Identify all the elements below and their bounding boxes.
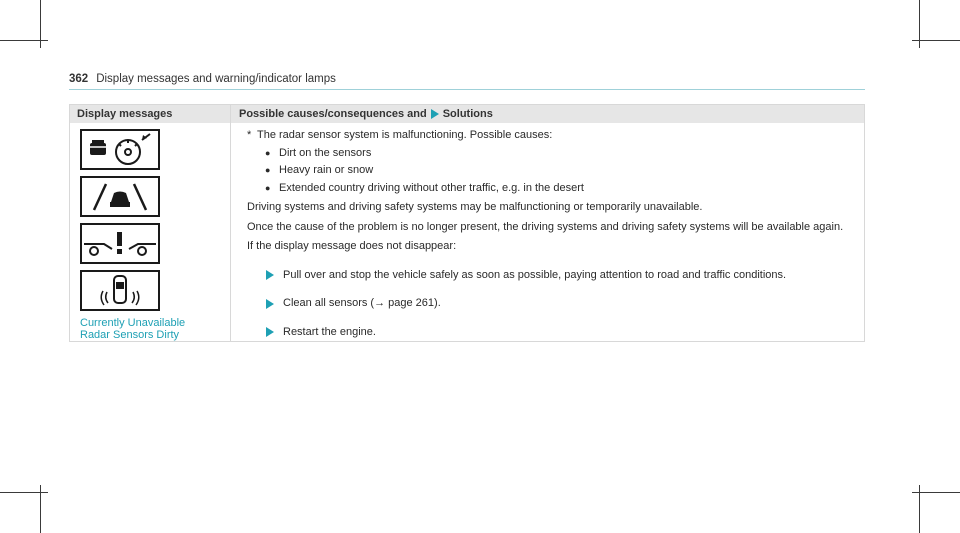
paragraph: Once the cause of the problem is no longer present, the driving systems and driving safety systems will be available again. xyxy=(247,220,844,233)
list-item: ● Dirt on the sensors xyxy=(265,146,372,159)
intro-line xyxy=(247,129,857,143)
header-rule xyxy=(69,89,865,90)
lane-car-icon xyxy=(80,176,160,217)
page-header xyxy=(69,73,865,93)
page-title: Display messages and warning/indicator lamps xyxy=(96,73,336,85)
crop-mark xyxy=(912,40,960,41)
intro-text: The radar sensor system is malfunctioning. Possible causes: xyxy=(257,129,553,141)
sensor-warning-icon xyxy=(80,223,160,264)
crop-mark xyxy=(0,40,48,41)
solution-step: Pull over and stop the vehicle safely as soon as possible, paying attention to road and traffic conditions. xyxy=(247,269,857,283)
page-number: 362 xyxy=(69,73,89,85)
col-header-causes: Possible causes/consequences and Solutions xyxy=(239,108,493,120)
causes-content xyxy=(247,129,857,339)
display-message-1: Currently Unavailable xyxy=(80,317,186,329)
car-sensor-waves-icon xyxy=(80,270,160,311)
action-arrow-icon xyxy=(266,299,274,309)
paragraph: If the display message does not disappear: xyxy=(247,240,457,252)
action-arrow-icon xyxy=(266,327,274,337)
action-arrow-icon xyxy=(431,109,439,119)
crop-mark xyxy=(912,492,960,493)
star-symbol: * xyxy=(247,129,252,141)
list-item: ● Heavy rain or snow xyxy=(265,164,374,176)
camera-radar-speed-icon xyxy=(80,129,160,170)
column-divider xyxy=(230,105,231,341)
col-header-messages: Display messages xyxy=(77,108,173,120)
icon-column xyxy=(80,129,222,341)
list-item: ● Extended country driving without other traffic, e.g. in the desert xyxy=(265,181,584,194)
paragraph: Driving systems and driving safety systems may be malfunctioning or temporarily unavailable. xyxy=(247,201,703,213)
action-arrow-icon xyxy=(266,270,274,280)
solution-step: Clean all sensors (→ page 261). xyxy=(247,297,857,311)
messages-table xyxy=(69,104,865,342)
table-header xyxy=(70,105,864,123)
crop-mark xyxy=(0,492,48,493)
solution-step: Restart the engine. xyxy=(247,326,857,340)
display-message-2: Radar Sensors Dirty xyxy=(80,329,180,341)
